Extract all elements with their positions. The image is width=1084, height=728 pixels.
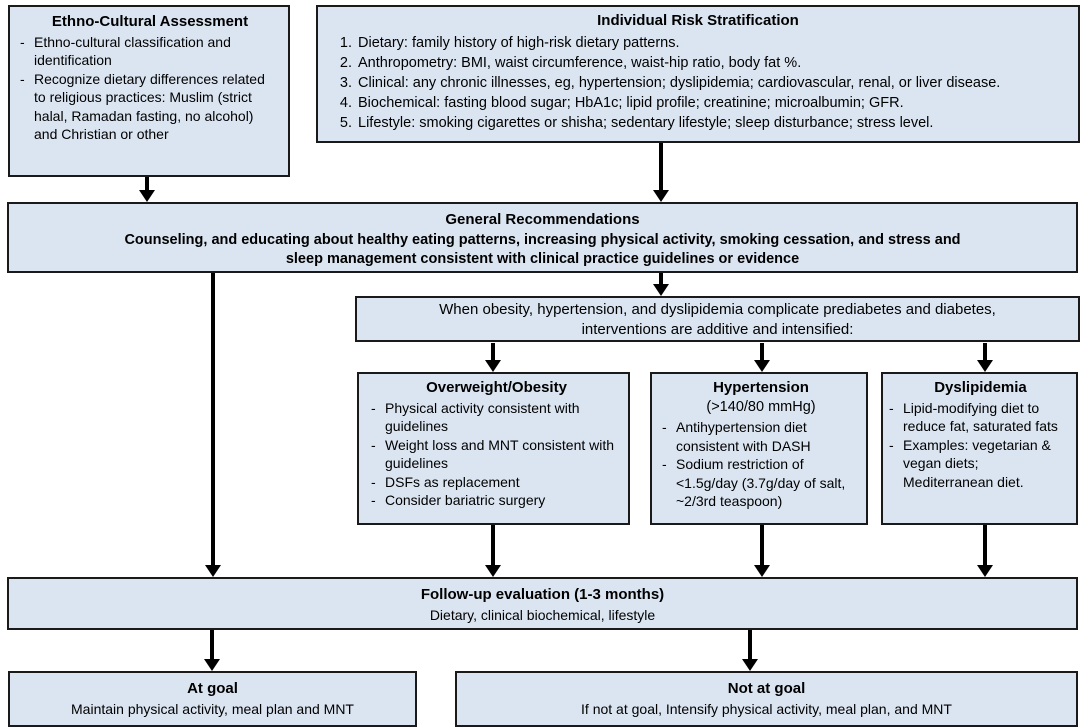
list-item: 5. Lifestyle: smoking cigarettes or shisha; sedentary lifestyle; sleep disturbance; stress level. — [356, 113, 1070, 133]
hypertension-subtitle: (>140/80 mmHg) — [706, 398, 816, 415]
risk-title: Individual Risk Stratification — [597, 12, 799, 29]
overweight-obesity-box — [357, 372, 630, 525]
list-item: - Consider bariatric surgery — [371, 491, 622, 509]
dyslipidemia-box — [881, 372, 1078, 525]
not-at-goal-title: Not at goal — [727, 680, 806, 697]
risk-list — [326, 33, 1070, 133]
hypertension-title: Hypertension — [713, 379, 809, 396]
at-goal-subtitle: Maintain physical activity, meal plan and MNT — [71, 700, 354, 717]
arrow-overweight-to-followup — [485, 525, 501, 577]
list-item: 2. Anthropometry: BMI, waist circumference, waist-hip ratio, body fat %. — [356, 53, 1070, 73]
general-recommendations-box — [7, 202, 1078, 273]
general-body-line: sleep management consistent with clinical practice guidelines or evidence — [285, 250, 800, 267]
at-goal-title: At goal — [187, 680, 238, 697]
complications-line: interventions are additive and intensified: — [581, 321, 854, 339]
list-item: - Lipid-modifying diet to reduce fat, saturated fats — [889, 399, 1072, 436]
overweight-title: Overweight/Obesity — [426, 379, 567, 396]
arrow-head-icon — [139, 190, 155, 202]
list-item: 4. Biochemical: fasting blood sugar; HbA1c; lipid profile; creatinine; microalbumin; GFR. — [356, 93, 1070, 113]
list-item: - Weight loss and MNT consistent with guidelines — [371, 436, 622, 473]
dyslipidemia-list — [889, 399, 1072, 491]
arrow-complications-to-overweight — [485, 343, 501, 372]
arrow-head-icon — [485, 360, 501, 372]
list-item: - Examples: vegetarian & vegan diets; Mediterranean diet. — [889, 436, 1072, 491]
followup-title: Follow-up evaluation (1-3 months) — [420, 586, 665, 603]
arrow-head-icon — [977, 360, 993, 372]
list-item: 3. Clinical: any chronic illnesses, eg, hypertension; dyslipidemia; cardiovascular, renal, or liver disease. — [356, 73, 1070, 93]
not-at-goal-box — [455, 671, 1078, 727]
list-item: - Recognize dietary differences related to religious practices: Muslim (strict halal, Ramadan fasting, no alcohol) and Christian or other — [20, 70, 280, 144]
followup-evaluation-box — [7, 577, 1078, 630]
arrow-stem — [659, 143, 663, 194]
list-item: 1. Dietary: family history of high-risk dietary patterns. — [356, 33, 1070, 53]
arrow-stem — [491, 525, 495, 569]
arrow-head-icon — [204, 659, 220, 671]
hypertension-box — [650, 372, 868, 525]
arrow-general-to-complications — [653, 273, 669, 296]
arrow-stem — [211, 273, 215, 569]
arrow-head-icon — [977, 565, 993, 577]
ethno-cultural-assessment-box — [8, 5, 290, 177]
arrow-hypertension-to-followup — [754, 525, 770, 577]
followup-subtitle: Dietary, clinical biochemical, lifestyle — [429, 606, 656, 623]
list-item: - Antihypertension diet consistent with DASH — [662, 418, 860, 455]
complications-line: When obesity, hypertension, and dyslipidemia complicate prediabetes and diabetes, — [439, 301, 996, 318]
arrow-dyslipidemia-to-followup — [977, 525, 993, 577]
arrow-complications-to-hypertension — [754, 343, 770, 372]
general-title: General Recommendations — [445, 211, 640, 228]
complications-statement-box — [355, 296, 1080, 342]
list-item: - DSFs as replacement — [371, 473, 622, 491]
at-goal-box — [8, 671, 417, 727]
arrow-stem — [760, 525, 764, 569]
dyslipidemia-title: Dyslipidemia — [934, 379, 1027, 396]
arrow-general-to-followup — [205, 273, 221, 577]
hypertension-list — [662, 418, 860, 510]
not-at-goal-subtitle: If not at goal, Intensify physical activity, meal plan, and MNT — [581, 700, 952, 717]
overweight-list — [371, 399, 622, 510]
arrow-head-icon — [754, 565, 770, 577]
list-item: - Ethno-cultural classification and identification — [20, 33, 280, 70]
arrow-risk-to-general — [653, 143, 669, 202]
arrow-head-icon — [742, 659, 758, 671]
arrow-head-icon — [653, 190, 669, 202]
individual-risk-stratification-box — [316, 5, 1080, 143]
list-item: - Sodium restriction of <1.5g/day (3.7g/day of salt, ~2/3rd teaspoon) — [662, 455, 860, 510]
arrow-head-icon — [653, 284, 669, 296]
ethno-list — [20, 33, 280, 144]
arrow-followup-to-not-at-goal — [742, 630, 758, 671]
arrow-head-icon — [754, 360, 770, 372]
list-item: - Physical activity consistent with guidelines — [371, 399, 622, 436]
arrow-head-icon — [485, 565, 501, 577]
arrow-stem — [983, 525, 987, 569]
ethno-title: Ethno-Cultural Assessment — [51, 13, 249, 30]
arrow-head-icon — [205, 565, 221, 577]
arrow-complications-to-dyslipidemia — [977, 343, 993, 372]
general-body-line: Counseling, and educating about healthy eating patterns, increasing physical activity, smoking cessation, and stress and — [124, 231, 961, 248]
arrow-ethno-to-general — [139, 177, 155, 202]
arrow-followup-to-at-goal — [204, 630, 220, 671]
